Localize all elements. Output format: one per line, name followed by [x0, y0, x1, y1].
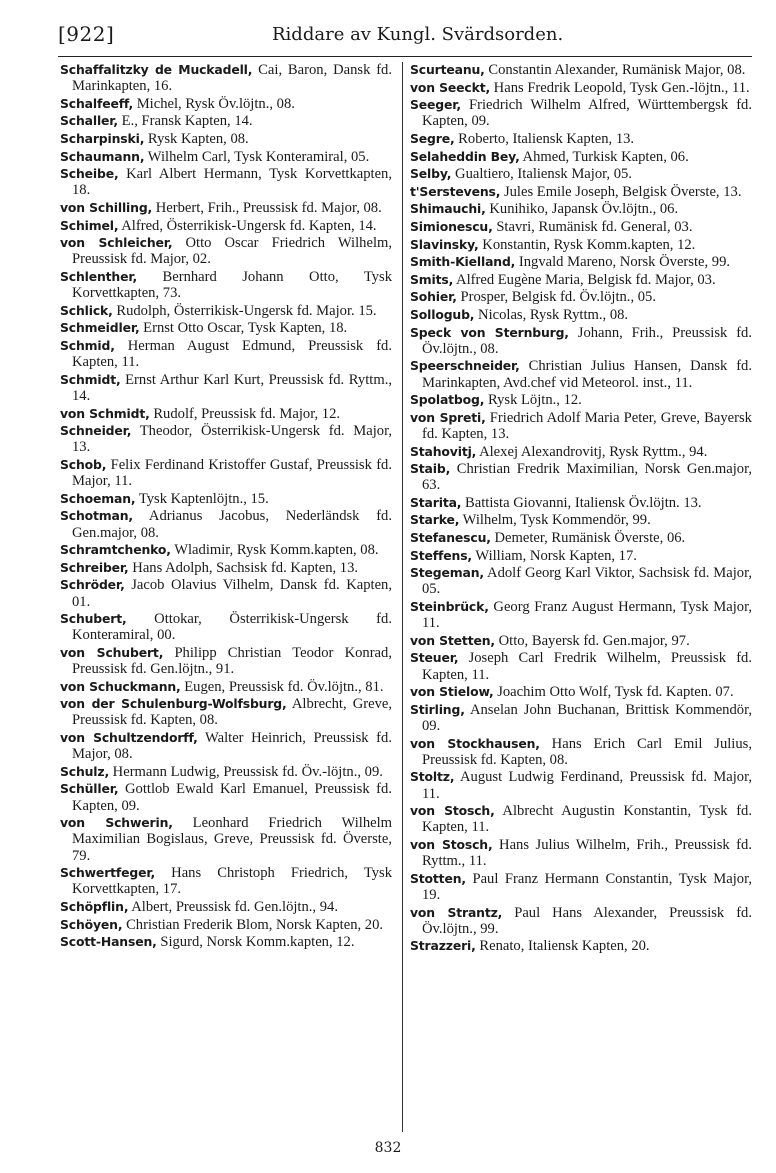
- register-entry: [410, 905, 752, 937]
- entry-details: Ingvald Mareno, Norsk Överste, 99.: [515, 254, 731, 271]
- entry-details: Johann, Frih., Preussisk fd. Öv.löjtn., 08.: [422, 324, 752, 357]
- register-entry: [410, 702, 752, 734]
- register-entry: [60, 320, 392, 336]
- entry-name: von Schmidt,: [60, 405, 150, 421]
- register-entry: [60, 338, 392, 370]
- entry-name: Schramtchenko,: [60, 542, 171, 558]
- register-entry: [60, 96, 392, 112]
- entry-details: Ahmed, Turkisk Kapten, 06.: [519, 148, 689, 165]
- register-entry: [410, 219, 752, 235]
- entry-details: Rysk Kapten, 08.: [144, 130, 249, 147]
- register-entry: [410, 97, 752, 129]
- entry-details: Walter Heinrich, Preussisk fd. Major, 08.: [72, 730, 392, 763]
- register-entry: [410, 237, 752, 253]
- entry-details: Friedrich Wilhelm Alfred, Württembergsk fd. Kapten, 09.: [422, 97, 752, 130]
- entry-name: Speck von Sternburg,: [410, 324, 569, 340]
- register-entry: [410, 769, 752, 801]
- entry-details: Tysk Kaptenlöjtn., 15.: [135, 490, 269, 507]
- entry-details: Hans Julius Wilhelm, Frih., Preussisk fd. Ryttm., 11.: [422, 837, 752, 870]
- entry-name: Shimauchi,: [410, 201, 486, 217]
- register-entry: [410, 736, 752, 768]
- register-entry: [410, 272, 752, 288]
- entry-name: von Seeckt,: [410, 79, 491, 95]
- register-entry: [60, 730, 392, 762]
- entry-details: Hans Adolph, Sachsisk fd. Kapten, 13.: [128, 559, 359, 576]
- entry-name: von Stockhausen,: [410, 735, 540, 751]
- entry-details: Christian Fredrik Maximilian, Norsk Gen.major, 63.: [422, 461, 752, 494]
- entry-name: Schaffalitzky de Muckadell,: [60, 62, 253, 77]
- entry-name: von Schubert,: [60, 644, 164, 660]
- page-header: [58, 22, 752, 52]
- register-entry: [60, 645, 392, 677]
- entry-name: Schimel,: [60, 217, 119, 233]
- entry-name: Strazzeri,: [410, 938, 476, 954]
- register-entry: [60, 62, 392, 94]
- register-entry: [410, 410, 752, 442]
- entry-name: Stirling,: [410, 701, 465, 717]
- entry-name: von Schleicher,: [60, 235, 173, 251]
- register-entry: [60, 491, 392, 507]
- register-entry: [410, 62, 752, 78]
- entry-name: Segre,: [410, 130, 455, 146]
- entry-details: Hans Erich Carl Emil Julius, Preussisk fd. Kapten, 08.: [422, 735, 752, 768]
- entry-details: Herman August Edmund, Preussisk fd. Kapten, 11.: [72, 337, 392, 371]
- register-entry: [60, 560, 392, 576]
- entry-details: Hans Fredrik Leopold, Tysk Gen.-löjtn., 11.: [490, 79, 750, 96]
- entry-name: Schaumann,: [60, 148, 145, 164]
- entry-name: Schaller,: [60, 113, 118, 129]
- entry-name: Schreiber,: [60, 559, 129, 575]
- entry-details: Nicolas, Rysk Ryttm., 08.: [474, 306, 629, 323]
- entry-details: Demeter, Rumänisk Överste, 06.: [490, 530, 686, 547]
- entry-details: Wladimir, Rysk Komm.kapten, 08.: [170, 542, 379, 559]
- register-entry: [60, 577, 392, 609]
- entry-details: Ottokar, Österrikisk-Ungersk fd. Konteramiral, 00.: [72, 611, 392, 644]
- entry-name: Schöyen,: [60, 916, 123, 932]
- entry-name: Schmeidler,: [60, 320, 140, 336]
- register-entry: [410, 166, 752, 182]
- register-entry: [410, 149, 752, 165]
- entry-name: Stefanescu,: [410, 530, 491, 546]
- entry-details: William, Norsk Kapten, 17.: [472, 547, 637, 564]
- register-entry: [410, 871, 752, 903]
- register-entry: [410, 495, 752, 511]
- entry-details: Renato, Italiensk Kapten, 20.: [475, 938, 650, 955]
- entry-name: Schulz,: [60, 763, 110, 779]
- register-entry: [410, 184, 752, 200]
- entry-name: Schöpflin,: [60, 899, 129, 915]
- entry-details: Ernst Otto Oscar, Tysk Kapten, 18.: [139, 320, 348, 337]
- register-entry: [60, 269, 392, 301]
- entry-name: t'Serstevens,: [410, 183, 501, 199]
- entry-details: Paul Franz Hermann Constantin, Tysk Major, 19.: [422, 870, 752, 904]
- register-entry: [60, 113, 392, 129]
- header-rule: [58, 56, 752, 57]
- entry-name: von Stosch,: [410, 803, 495, 819]
- entry-details: Joseph Carl Fredrik Wilhelm, Preussisk fd. Kapten, 11.: [422, 650, 752, 683]
- entry-name: Scharpinski,: [60, 130, 145, 146]
- header-title: Riddare av Kungl. Svärdsorden.: [272, 24, 564, 45]
- register-entry: [60, 372, 392, 404]
- entry-details: Battista Giovanni, Italiensk Öv.löjtn. 13.: [461, 494, 702, 511]
- register-entry: [60, 423, 392, 455]
- register-entry: [60, 200, 392, 216]
- entry-name: Schmid,: [60, 337, 115, 353]
- register-entry: [410, 837, 752, 869]
- entry-name: Steuer,: [410, 650, 459, 666]
- register-entry: [60, 679, 392, 695]
- entry-name: von Schwerin,: [60, 815, 173, 831]
- register-entry: [410, 289, 752, 305]
- entry-details: Alexej Alexandrovitj, Rysk Ryttm., 94.: [476, 443, 708, 460]
- entry-name: Schneider,: [60, 423, 132, 439]
- entry-name: Simionescu,: [410, 218, 493, 234]
- entry-details: Sigurd, Norsk Komm.kapten, 12.: [156, 934, 355, 951]
- entry-details: Jules Emile Joseph, Belgisk Överste, 13.: [500, 183, 742, 200]
- entry-details: Constantin Alexander, Rumänisk Major, 08.: [484, 62, 746, 78]
- entry-details: Roberto, Italiensk Kapten, 13.: [454, 130, 635, 147]
- entry-name: Schwertfeger,: [60, 865, 156, 881]
- entry-name: Steffens,: [410, 547, 472, 563]
- entry-name: von Schultzendorff,: [60, 730, 198, 746]
- entry-details: Albert, Preussisk fd. Gen.löjtn., 94.: [128, 899, 338, 916]
- entry-name: Selaheddin Bey,: [410, 148, 520, 164]
- entry-name: Schmidt,: [60, 371, 121, 387]
- entry-details: Paul Hans Alexander, Preussisk fd. Öv.löjtn., 99.: [422, 904, 752, 937]
- entry-name: Spolatbog,: [410, 392, 485, 408]
- register-entry: [410, 444, 752, 460]
- entry-details: Alfred, Österrikisk-Ungersk fd. Kapten, 14.: [118, 217, 377, 234]
- register-entry: [410, 325, 752, 357]
- entry-name: von Schuckmann,: [60, 678, 181, 694]
- entry-name: Schröder,: [60, 577, 125, 593]
- entry-name: Smith-Kielland,: [410, 254, 516, 270]
- entry-name: von Stetten,: [410, 632, 495, 648]
- register-entry: [60, 131, 392, 147]
- register-entry: [410, 684, 752, 700]
- entry-name: Schob,: [60, 456, 107, 472]
- entry-details: Adolf Georg Karl Viktor, Sachsisk fd. Major, 05.: [422, 565, 752, 598]
- entry-name: Stoltz,: [410, 769, 455, 785]
- register-entry: [60, 815, 392, 864]
- entry-details: Rysk Löjtn., 12.: [484, 392, 582, 409]
- entry-details: Christian Frederik Blom, Norsk Kapten, 20.: [122, 916, 384, 933]
- register-entry: [60, 899, 392, 915]
- entry-details: Alfred Eugène Maria, Belgisk fd. Major, 03.: [453, 271, 716, 288]
- entry-name: Stahovitj,: [410, 443, 477, 459]
- entry-details: Wilhelm, Tysk Kommendör, 99.: [459, 512, 651, 529]
- register-entry: [60, 218, 392, 234]
- entry-details: Otto Oscar Friedrich Wilhelm, Preussisk fd. Major, 02.: [72, 235, 392, 268]
- entry-name: von Spreti,: [410, 409, 486, 425]
- entry-details: Cai, Baron, Dansk fd. Marinkapten, 16.: [72, 62, 392, 95]
- entry-name: Scheibe,: [60, 166, 119, 182]
- entry-details: Joachim Otto Wolf, Tysk fd. Kapten. 07.: [493, 684, 734, 701]
- entry-name: von Schilling,: [60, 199, 153, 215]
- register-entry: [410, 530, 752, 546]
- register-entry: [410, 650, 752, 682]
- register-entry: [410, 633, 752, 649]
- entry-details: Konstantin, Rysk Komm.kapten, 12.: [478, 236, 696, 253]
- entry-details: Leonhard Friedrich Wilhelm Maximilian Bogislaus, Greve, Preussisk fd. Överste, 79.: [72, 815, 392, 864]
- entry-details: Kunihiko, Japansk Öv.löjtn., 06.: [485, 201, 679, 218]
- register-entry: [60, 781, 392, 813]
- entry-name: Starita,: [410, 494, 462, 510]
- entry-name: Starke,: [410, 512, 460, 528]
- register-entry: [410, 803, 752, 835]
- register-entry: [60, 934, 392, 950]
- entry-details: Michel, Rysk Öv.löjtn., 08.: [133, 95, 295, 112]
- entry-details: Bernhard Johann Otto, Tysk Korvettkapten, 73.: [72, 268, 392, 302]
- entry-name: Schoeman,: [60, 490, 136, 506]
- entry-name: Scott-Hansen,: [60, 934, 157, 950]
- register-entry: [410, 307, 752, 323]
- entry-name: Schubert,: [60, 611, 127, 627]
- entry-name: von Stosch,: [410, 837, 493, 853]
- entry-details: August Ludwig Ferdinand, Preussisk fd. Major, 11.: [422, 769, 752, 802]
- entry-details: Felix Ferdinand Kristoffer Gustaf, Preussisk fd. Major, 11.: [72, 456, 392, 490]
- entry-details: Stavri, Rumänisk fd. General, 03.: [492, 218, 693, 235]
- register-entry: [60, 235, 392, 267]
- register-entry: [410, 131, 752, 147]
- register-entry: [410, 512, 752, 528]
- entry-name: Scurteanu,: [410, 62, 485, 77]
- column-divider: [402, 62, 403, 1132]
- register-entry: [410, 599, 752, 631]
- entry-name: von der Schulenburg-Wolfsburg,: [60, 696, 287, 712]
- register-entry: [60, 166, 392, 198]
- register-entry: [410, 461, 752, 493]
- header-page-number: [922]: [58, 22, 115, 46]
- register-entry: [60, 696, 392, 728]
- register-entry: [60, 865, 392, 897]
- register-entry: [60, 917, 392, 933]
- entry-details: Jacob Olavius Vilhelm, Dansk fd. Kapten, 01.: [72, 577, 392, 610]
- register-entry: [410, 548, 752, 564]
- entry-details: Rudolf, Preussisk fd. Major, 12.: [149, 405, 341, 422]
- entry-name: Schlick,: [60, 302, 113, 318]
- register-entry: [60, 764, 392, 780]
- entry-name: Speerschneider,: [410, 358, 520, 374]
- entry-details: Herbert, Frih., Preussisk fd. Major, 08.: [152, 199, 382, 216]
- entry-name: von Strantz,: [410, 904, 503, 920]
- entry-details: Christian Julius Hansen, Dansk fd. Marinkapten, Avd.chef vid Meteorol. inst., 11.: [422, 358, 752, 391]
- entry-name: Sohier,: [410, 289, 457, 305]
- entry-details: Georg Franz August Hermann, Tysk Major, 11.: [422, 599, 752, 632]
- entry-details: Gualtiero, Italiensk Major, 05.: [451, 166, 632, 183]
- entry-details: Adrianus Jacobus, Nederländsk fd. Gen.major, 08.: [72, 508, 392, 541]
- entry-details: Otto, Bayersk fd. Gen.major, 97.: [494, 632, 690, 649]
- entry-details: Wilhelm Carl, Tysk Konteramiral, 05.: [144, 148, 370, 165]
- register-entry: [410, 80, 752, 96]
- entry-name: Sollogub,: [410, 306, 475, 322]
- entry-name: Schlenther,: [60, 268, 138, 284]
- register-entry: [410, 938, 752, 954]
- entry-name: Schüller,: [60, 781, 119, 797]
- register-entry: [60, 406, 392, 422]
- entry-details: Albrecht Augustin Konstantin, Tysk fd. Kapten, 11.: [422, 803, 753, 836]
- entry-details: Albrecht, Greve, Preussisk fd. Kapten, 08.: [72, 696, 392, 729]
- entry-name: Stotten,: [410, 870, 466, 886]
- register-entry: [60, 611, 392, 643]
- register-entry: [60, 508, 392, 540]
- entry-details: Gottlob Ewald Karl Emanuel, Preussisk fd. Kapten, 09.: [72, 781, 392, 814]
- register-entry: [60, 457, 392, 489]
- entry-name: Schalfeeff,: [60, 95, 134, 111]
- entry-details: Anselan John Buchanan, Brittisk Kommendör, 09.: [422, 701, 752, 735]
- entry-details: E., Fransk Kapten, 14.: [118, 113, 253, 130]
- entry-details: Hans Christoph Friedrich, Tysk Korvettkapten, 17.: [72, 865, 392, 898]
- entry-details: Ernst Arthur Karl Kurt, Preussisk fd. Ryttm., 14.: [72, 371, 392, 404]
- register-entry: [60, 149, 392, 165]
- entry-name: Staib,: [410, 461, 451, 477]
- register-entry: [60, 303, 392, 319]
- left-column: [60, 62, 392, 952]
- register-entry: [410, 358, 752, 390]
- page-footer-number: 832: [374, 1140, 402, 1156]
- register-entry: [410, 565, 752, 597]
- entry-details: Rudolph, Österrikisk-Ungersk fd. Major. 15.: [112, 302, 377, 319]
- entry-name: Seeger,: [410, 97, 461, 113]
- register-entry: [410, 254, 752, 270]
- entry-name: Smits,: [410, 271, 454, 287]
- entry-details: Philipp Christian Teodor Konrad, Preussisk fd. Gen.löjtn., 91.: [72, 644, 392, 678]
- entry-name: Slavinsky,: [410, 236, 479, 252]
- entry-details: Eugen, Preussisk fd. Öv.löjtn., 81.: [180, 678, 384, 695]
- entry-name: Stegeman,: [410, 565, 484, 581]
- entry-details: Karl Albert Hermann, Tysk Korvettkapten, 18.: [72, 166, 392, 199]
- entry-details: Hermann Ludwig, Preussisk fd. Öv.-löjtn., 09.: [109, 763, 383, 780]
- register-entry: [60, 542, 392, 558]
- entry-name: von Stielow,: [410, 684, 494, 700]
- entry-name: Steinbrück,: [410, 599, 489, 615]
- entry-details: Friedrich Adolf Maria Peter, Greve, Bayersk fd. Kapten, 13.: [422, 409, 752, 442]
- entry-name: Selby,: [410, 166, 452, 182]
- register-entry: [410, 392, 752, 408]
- register-entry: [410, 201, 752, 217]
- right-column: [410, 62, 752, 956]
- entry-details: Theodor, Österrikisk-Ungersk fd. Major, 13.: [72, 423, 392, 456]
- entry-details: Prosper, Belgisk fd. Öv.löjtn., 05.: [456, 289, 656, 306]
- entry-name: Schotman,: [60, 508, 133, 524]
